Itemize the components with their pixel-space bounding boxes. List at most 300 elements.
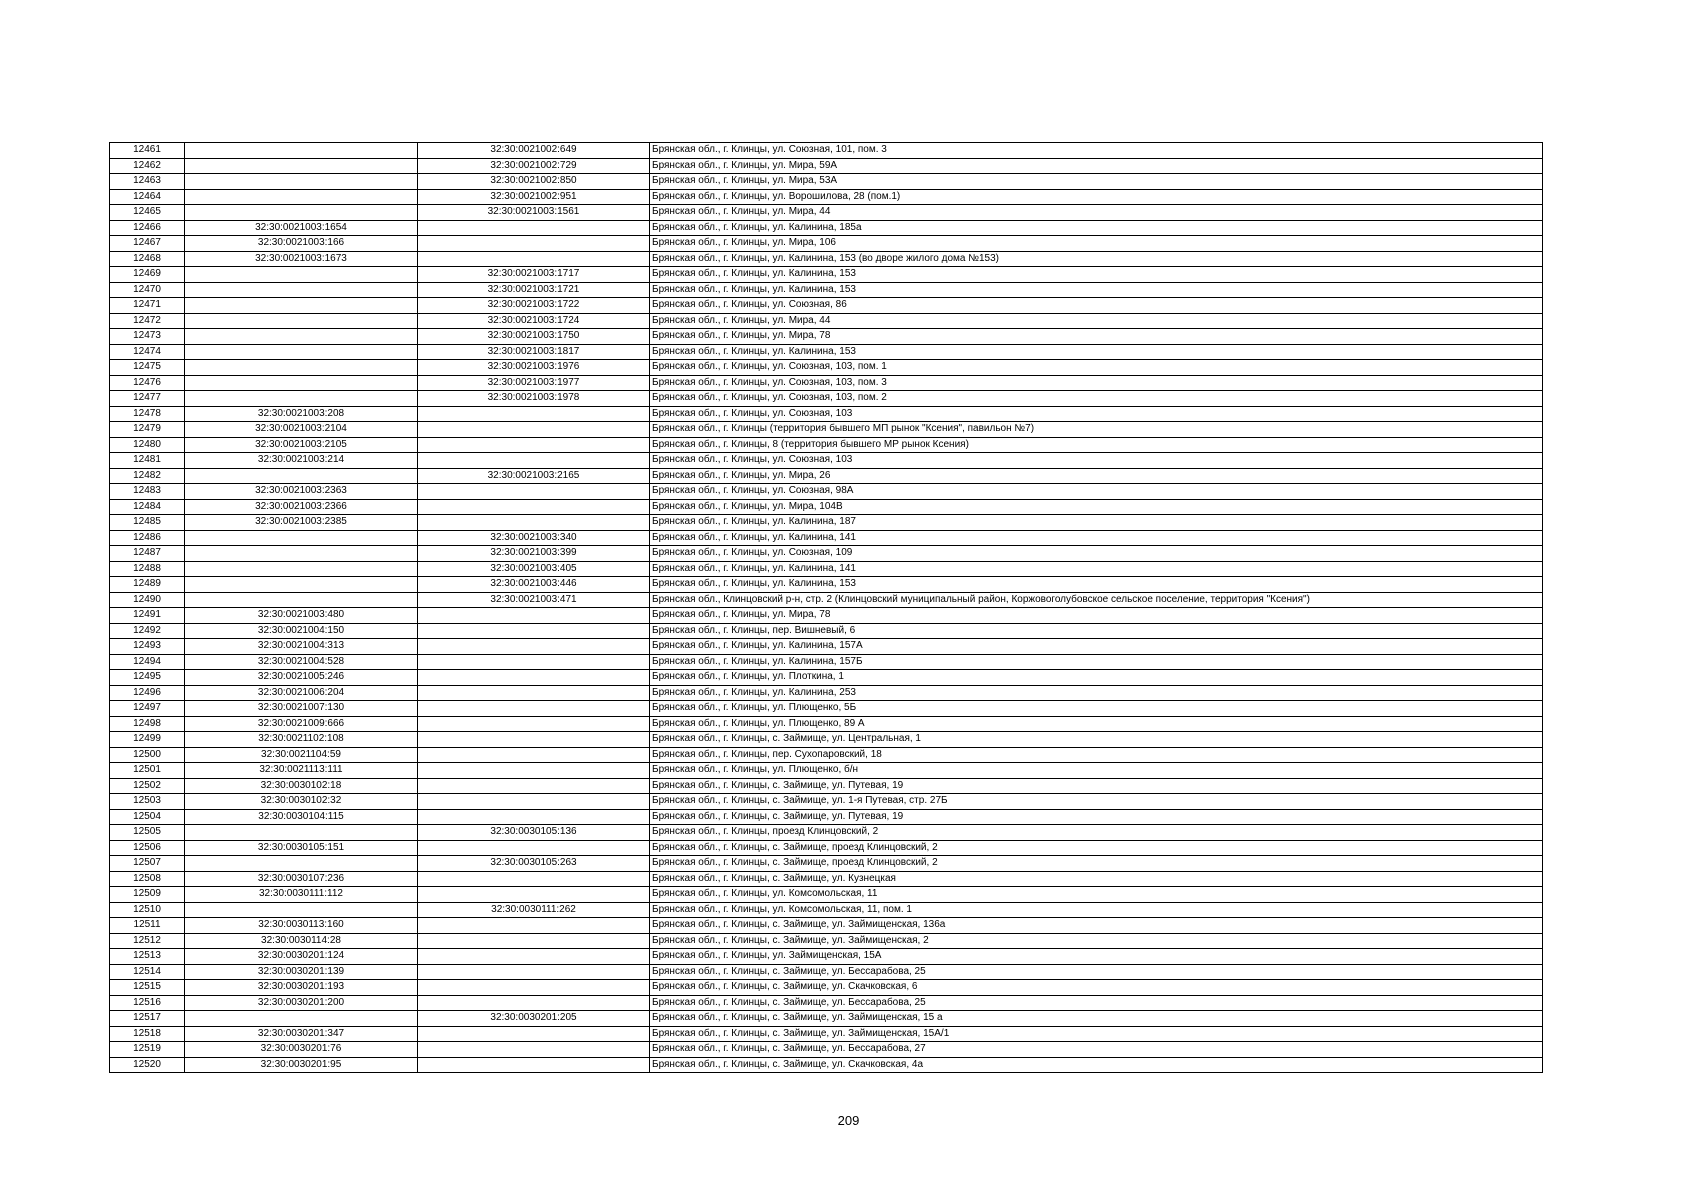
registry-table — [109, 142, 1543, 1073]
table-row — [110, 205, 1543, 221]
building-cadastral-number-cell — [418, 484, 650, 500]
row-number-cell: 12479 — [110, 422, 185, 438]
land-cadastral-number-cell: 32:30:0030102:18 — [185, 778, 418, 794]
row-number-cell: 12468 — [110, 251, 185, 267]
row-number-cell: 12502 — [110, 778, 185, 794]
address-cell: Брянская обл., г. Клинцы, с. Займище, ул. Путевая, 19 — [650, 809, 1543, 825]
table-row — [110, 592, 1543, 608]
address-cell: Брянская обл., г. Клинцы, с. Займище, проезд Клинцовский, 2 — [650, 856, 1543, 872]
address-cell: Брянская обл., г. Клинцы, 8 (территория бывшего МР рынок Ксения) — [650, 437, 1543, 453]
row-number-cell: 12475 — [110, 360, 185, 376]
row-number-cell: 12471 — [110, 298, 185, 314]
table-row — [110, 623, 1543, 639]
address-cell: Брянская обл., г. Клинцы, ул. Плющенко, 5Б — [650, 701, 1543, 717]
building-cadastral-number-cell — [418, 949, 650, 965]
land-cadastral-number-cell: 32:30:0021003:166 — [185, 236, 418, 252]
address-cell: Брянская обл., г. Клинцы, ул. Калинина, 153 — [650, 577, 1543, 593]
table-row — [110, 794, 1543, 810]
address-cell: Брянская обл., г. Клинцы, ул. Калинина, 153 — [650, 267, 1543, 283]
address-cell: Брянская обл., г. Клинцы, ул. Мира, 44 — [650, 205, 1543, 221]
row-number-cell: 12498 — [110, 716, 185, 732]
table-row — [110, 298, 1543, 314]
building-cadastral-number-cell — [418, 716, 650, 732]
land-cadastral-number-cell — [185, 592, 418, 608]
address-cell: Брянская обл., г. Клинцы, ул. Союзная, 103, пом. 3 — [650, 375, 1543, 391]
building-cadastral-number-cell — [418, 1026, 650, 1042]
land-cadastral-number-cell — [185, 577, 418, 593]
land-cadastral-number-cell: 32:30:0030113:160 — [185, 918, 418, 934]
building-cadastral-number-cell — [418, 251, 650, 267]
land-cadastral-number-cell — [185, 391, 418, 407]
address-cell: Брянская обл., г. Клинцы, с. Займище, ул. Займищенская, 15А/1 — [650, 1026, 1543, 1042]
table-row — [110, 189, 1543, 205]
address-cell: Брянская обл., г. Клинцы, ул. Мира, 104В — [650, 499, 1543, 515]
land-cadastral-number-cell — [185, 344, 418, 360]
table-row — [110, 902, 1543, 918]
table-row — [110, 933, 1543, 949]
building-cadastral-number-cell: 32:30:0021003:1722 — [418, 298, 650, 314]
table-row — [110, 220, 1543, 236]
land-cadastral-number-cell — [185, 1011, 418, 1027]
building-cadastral-number-cell: 32:30:0021003:1724 — [418, 313, 650, 329]
land-cadastral-number-cell: 32:30:0021003:480 — [185, 608, 418, 624]
building-cadastral-number-cell: 32:30:0021003:1977 — [418, 375, 650, 391]
land-cadastral-number-cell — [185, 313, 418, 329]
land-cadastral-number-cell — [185, 546, 418, 562]
building-cadastral-number-cell: 32:30:0021003:446 — [418, 577, 650, 593]
row-number-cell: 12463 — [110, 174, 185, 190]
row-number-cell: 12469 — [110, 267, 185, 283]
building-cadastral-number-cell — [418, 654, 650, 670]
row-number-cell: 12480 — [110, 437, 185, 453]
address-cell: Брянская обл., г. Клинцы, ул. Комсомольская, 11, пом. 1 — [650, 902, 1543, 918]
address-cell: Брянская обл., г. Клинцы, ул. Калинина, 141 — [650, 561, 1543, 577]
table-row — [110, 809, 1543, 825]
table-row — [110, 561, 1543, 577]
table-row — [110, 980, 1543, 996]
address-cell: Брянская обл., г. Клинцы, проезд Клинцовский, 2 — [650, 825, 1543, 841]
building-cadastral-number-cell: 32:30:0021002:951 — [418, 189, 650, 205]
building-cadastral-number-cell — [418, 437, 650, 453]
table-row — [110, 174, 1543, 190]
row-number-cell: 12494 — [110, 654, 185, 670]
building-cadastral-number-cell — [418, 220, 650, 236]
building-cadastral-number-cell: 32:30:0021003:1561 — [418, 205, 650, 221]
building-cadastral-number-cell — [418, 871, 650, 887]
building-cadastral-number-cell — [418, 995, 650, 1011]
land-cadastral-number-cell: 32:30:0021003:1654 — [185, 220, 418, 236]
table-row — [110, 1057, 1543, 1073]
building-cadastral-number-cell — [418, 747, 650, 763]
address-cell: Брянская обл., г. Клинцы, ул. Мира, 106 — [650, 236, 1543, 252]
building-cadastral-number-cell: 32:30:0021003:1750 — [418, 329, 650, 345]
building-cadastral-number-cell — [418, 763, 650, 779]
building-cadastral-number-cell — [418, 422, 650, 438]
land-cadastral-number-cell: 32:30:0021003:208 — [185, 406, 418, 422]
land-cadastral-number-cell — [185, 825, 418, 841]
row-number-cell: 12484 — [110, 499, 185, 515]
row-number-cell: 12514 — [110, 964, 185, 980]
row-number-cell: 12518 — [110, 1026, 185, 1042]
building-cadastral-number-cell: 32:30:0021003:2165 — [418, 468, 650, 484]
land-cadastral-number-cell — [185, 561, 418, 577]
row-number-cell: 12510 — [110, 902, 185, 918]
row-number-cell: 12505 — [110, 825, 185, 841]
row-number-cell: 12464 — [110, 189, 185, 205]
land-cadastral-number-cell — [185, 360, 418, 376]
address-cell: Брянская обл., г. Клинцы (территория бывшего МП рынок "Ксения", павильон №7) — [650, 422, 1543, 438]
building-cadastral-number-cell — [418, 778, 650, 794]
table-row — [110, 701, 1543, 717]
row-number-cell: 12474 — [110, 344, 185, 360]
land-cadastral-number-cell: 32:30:0030201:124 — [185, 949, 418, 965]
land-cadastral-number-cell: 32:30:0030105:151 — [185, 840, 418, 856]
land-cadastral-number-cell: 32:30:0030102:32 — [185, 794, 418, 810]
table-row — [110, 763, 1543, 779]
address-cell: Брянская обл., г. Клинцы, пер. Сухопаровский, 18 — [650, 747, 1543, 763]
row-number-cell: 12509 — [110, 887, 185, 903]
building-cadastral-number-cell — [418, 980, 650, 996]
building-cadastral-number-cell — [418, 809, 650, 825]
land-cadastral-number-cell — [185, 329, 418, 345]
table-row — [110, 918, 1543, 934]
row-number-cell: 12501 — [110, 763, 185, 779]
row-number-cell: 12500 — [110, 747, 185, 763]
table-row — [110, 546, 1543, 562]
row-number-cell: 12476 — [110, 375, 185, 391]
building-cadastral-number-cell: 32:30:0021003:399 — [418, 546, 650, 562]
building-cadastral-number-cell: 32:30:0021003:405 — [418, 561, 650, 577]
row-number-cell: 12515 — [110, 980, 185, 996]
building-cadastral-number-cell — [418, 887, 650, 903]
row-number-cell: 12496 — [110, 685, 185, 701]
address-cell: Брянская обл., г. Клинцы, ул. Плющенко, б/н — [650, 763, 1543, 779]
land-cadastral-number-cell — [185, 267, 418, 283]
address-cell: Брянская обл., г. Клинцы, ул. Калинина, 153 — [650, 344, 1543, 360]
row-number-cell: 12497 — [110, 701, 185, 717]
row-number-cell: 12482 — [110, 468, 185, 484]
table-row — [110, 964, 1543, 980]
land-cadastral-number-cell: 32:30:0030201:76 — [185, 1042, 418, 1058]
land-cadastral-number-cell: 32:30:0021104:59 — [185, 747, 418, 763]
address-cell: Брянская обл., г. Клинцы, ул. Мира, 78 — [650, 329, 1543, 345]
building-cadastral-number-cell — [418, 639, 650, 655]
address-cell: Брянская обл., г. Клинцы, ул. Калинина, 157А — [650, 639, 1543, 655]
land-cadastral-number-cell: 32:30:0030201:347 — [185, 1026, 418, 1042]
table-row — [110, 344, 1543, 360]
table-row — [110, 251, 1543, 267]
row-number-cell: 12520 — [110, 1057, 185, 1073]
table-row — [110, 732, 1543, 748]
building-cadastral-number-cell: 32:30:0021003:471 — [418, 592, 650, 608]
row-number-cell: 12493 — [110, 639, 185, 655]
land-cadastral-number-cell — [185, 902, 418, 918]
building-cadastral-number-cell: 32:30:0021002:649 — [418, 143, 650, 159]
land-cadastral-number-cell: 32:30:0030201:95 — [185, 1057, 418, 1073]
address-cell: Брянская обл., г. Клинцы, ул. Союзная, 86 — [650, 298, 1543, 314]
row-number-cell: 12489 — [110, 577, 185, 593]
table-row — [110, 778, 1543, 794]
building-cadastral-number-cell — [418, 918, 650, 934]
row-number-cell: 12465 — [110, 205, 185, 221]
table-row — [110, 515, 1543, 531]
building-cadastral-number-cell — [418, 499, 650, 515]
building-cadastral-number-cell: 32:30:0021003:340 — [418, 530, 650, 546]
row-number-cell: 12466 — [110, 220, 185, 236]
building-cadastral-number-cell: 32:30:0030105:263 — [418, 856, 650, 872]
address-cell: Брянская обл., г. Клинцы, ул. Калинина, 153 — [650, 282, 1543, 298]
address-cell: Брянская обл., г. Клинцы, ул. Калинина, 253 — [650, 685, 1543, 701]
land-cadastral-number-cell — [185, 205, 418, 221]
table-row — [110, 437, 1543, 453]
land-cadastral-number-cell: 32:30:0021003:1673 — [185, 251, 418, 267]
table-row — [110, 143, 1543, 159]
table-row — [110, 499, 1543, 515]
building-cadastral-number-cell — [418, 933, 650, 949]
land-cadastral-number-cell: 32:30:0021006:204 — [185, 685, 418, 701]
address-cell: Брянская обл., г. Клинцы, ул. Плющенко, 89 А — [650, 716, 1543, 732]
building-cadastral-number-cell — [418, 515, 650, 531]
address-cell: Брянская обл., г. Клинцы, с. Займище, ул. Скачковская, 4а — [650, 1057, 1543, 1073]
row-number-cell: 12490 — [110, 592, 185, 608]
address-cell: Брянская обл., г. Клинцы, ул. Калинина, 185а — [650, 220, 1543, 236]
land-cadastral-number-cell: 32:30:0021102:108 — [185, 732, 418, 748]
land-cadastral-number-cell: 32:30:0021113:111 — [185, 763, 418, 779]
land-cadastral-number-cell — [185, 143, 418, 159]
table-row — [110, 685, 1543, 701]
land-cadastral-number-cell: 32:30:0030201:193 — [185, 980, 418, 996]
address-cell: Брянская обл., г. Клинцы, с. Займище, ул. Бессарабова, 27 — [650, 1042, 1543, 1058]
land-cadastral-number-cell: 32:30:0021003:2105 — [185, 437, 418, 453]
table-row — [110, 158, 1543, 174]
land-cadastral-number-cell — [185, 530, 418, 546]
building-cadastral-number-cell — [418, 453, 650, 469]
building-cadastral-number-cell — [418, 670, 650, 686]
row-number-cell: 12512 — [110, 933, 185, 949]
land-cadastral-number-cell: 32:30:0030114:28 — [185, 933, 418, 949]
row-number-cell: 12507 — [110, 856, 185, 872]
table-row — [110, 282, 1543, 298]
row-number-cell: 12508 — [110, 871, 185, 887]
building-cadastral-number-cell: 32:30:0021003:1817 — [418, 344, 650, 360]
row-number-cell: 12467 — [110, 236, 185, 252]
table-row — [110, 747, 1543, 763]
building-cadastral-number-cell: 32:30:0021003:1976 — [418, 360, 650, 376]
table-row — [110, 654, 1543, 670]
table-row — [110, 422, 1543, 438]
table-row — [110, 468, 1543, 484]
row-number-cell: 12513 — [110, 949, 185, 965]
table-row — [110, 887, 1543, 903]
address-cell: Брянская обл., г. Клинцы, ул. Займищенская, 15А — [650, 949, 1543, 965]
address-cell: Брянская обл., г. Клинцы, ул. Ворошилова, 28 (пом.1) — [650, 189, 1543, 205]
building-cadastral-number-cell — [418, 732, 650, 748]
land-cadastral-number-cell — [185, 375, 418, 391]
page-number: 209 — [837, 1113, 860, 1128]
row-number-cell: 12511 — [110, 918, 185, 934]
row-number-cell: 12478 — [110, 406, 185, 422]
address-cell: Брянская обл., г. Клинцы, ул. Комсомольская, 11 — [650, 887, 1543, 903]
address-cell: Брянская обл., г. Клинцы, с. Займище, ул. Займищенская, 136а — [650, 918, 1543, 934]
row-number-cell: 12461 — [110, 143, 185, 159]
table-row — [110, 856, 1543, 872]
building-cadastral-number-cell: 32:30:0021003:1721 — [418, 282, 650, 298]
row-number-cell: 12472 — [110, 313, 185, 329]
table-row — [110, 453, 1543, 469]
land-cadastral-number-cell: 32:30:0021005:246 — [185, 670, 418, 686]
table-row — [110, 1042, 1543, 1058]
address-cell: Брянская обл., г. Клинцы, ул. Мира, 59А — [650, 158, 1543, 174]
row-number-cell: 12492 — [110, 623, 185, 639]
address-cell: Брянская обл., г. Клинцы, с. Займище, ул. Путевая, 19 — [650, 778, 1543, 794]
land-cadastral-number-cell: 32:30:0021003:2363 — [185, 484, 418, 500]
land-cadastral-number-cell: 32:30:0021004:150 — [185, 623, 418, 639]
land-cadastral-number-cell — [185, 298, 418, 314]
table-row — [110, 267, 1543, 283]
address-cell: Брянская обл., г. Клинцы, с. Займище, ул. Скачковская, 6 — [650, 980, 1543, 996]
table-row — [110, 577, 1543, 593]
land-cadastral-number-cell: 32:30:0030111:112 — [185, 887, 418, 903]
land-cadastral-number-cell: 32:30:0021004:313 — [185, 639, 418, 655]
row-number-cell: 12503 — [110, 794, 185, 810]
building-cadastral-number-cell: 32:30:0021003:1978 — [418, 391, 650, 407]
building-cadastral-number-cell — [418, 1042, 650, 1058]
row-number-cell: 12517 — [110, 1011, 185, 1027]
land-cadastral-number-cell — [185, 174, 418, 190]
address-cell: Брянская обл., г. Клинцы, с. Займище, ул. Центральная, 1 — [650, 732, 1543, 748]
address-cell: Брянская обл., г. Клинцы, ул. Калинина, 157Б — [650, 654, 1543, 670]
row-number-cell: 12487 — [110, 546, 185, 562]
row-number-cell: 12491 — [110, 608, 185, 624]
row-number-cell: 12473 — [110, 329, 185, 345]
building-cadastral-number-cell — [418, 1057, 650, 1073]
row-number-cell: 12462 — [110, 158, 185, 174]
address-cell: Брянская обл., г. Клинцы, с. Займище, ул. Кузнецкая — [650, 871, 1543, 887]
row-number-cell: 12477 — [110, 391, 185, 407]
address-cell: Брянская обл., г. Клинцы, с. Займище, ул. Займищенская, 15 а — [650, 1011, 1543, 1027]
row-number-cell: 12481 — [110, 453, 185, 469]
address-cell: Брянская обл., г. Клинцы, ул. Союзная, 103 — [650, 453, 1543, 469]
building-cadastral-number-cell — [418, 623, 650, 639]
table-row — [110, 375, 1543, 391]
table-row — [110, 949, 1543, 965]
table-row — [110, 360, 1543, 376]
address-cell: Брянская обл., г. Клинцы, ул. Союзная, 109 — [650, 546, 1543, 562]
row-number-cell: 12483 — [110, 484, 185, 500]
table-row — [110, 484, 1543, 500]
address-cell: Брянская обл., г. Клинцы, ул. Союзная, 103 — [650, 406, 1543, 422]
land-cadastral-number-cell: 32:30:0021007:130 — [185, 701, 418, 717]
building-cadastral-number-cell — [418, 840, 650, 856]
row-number-cell: 12499 — [110, 732, 185, 748]
table-row — [110, 1011, 1543, 1027]
building-cadastral-number-cell — [418, 608, 650, 624]
address-cell: Брянская обл., г. Клинцы, пер. Вишневый, 6 — [650, 623, 1543, 639]
address-cell: Брянская обл., г. Клинцы, с. Займище, ул. 1-я Путевая, стр. 27Б — [650, 794, 1543, 810]
address-cell: Брянская обл., г. Клинцы, с. Займище, ул. Бессарабова, 25 — [650, 995, 1543, 1011]
land-cadastral-number-cell — [185, 856, 418, 872]
table-row — [110, 716, 1543, 732]
address-cell: Брянская обл., г. Клинцы, ул. Союзная, 98А — [650, 484, 1543, 500]
address-cell: Брянская обл., г. Клинцы, ул. Союзная, 101, пом. 3 — [650, 143, 1543, 159]
land-cadastral-number-cell: 32:30:0030201:200 — [185, 995, 418, 1011]
address-cell: Брянская обл., г. Клинцы, ул. Калинина, 141 — [650, 530, 1543, 546]
building-cadastral-number-cell: 32:30:0021003:1717 — [418, 267, 650, 283]
address-cell: Брянская обл., г. Клинцы, ул. Мира, 78 — [650, 608, 1543, 624]
building-cadastral-number-cell: 32:30:0021002:850 — [418, 174, 650, 190]
building-cadastral-number-cell — [418, 794, 650, 810]
land-cadastral-number-cell: 32:30:0021003:2104 — [185, 422, 418, 438]
row-number-cell: 12485 — [110, 515, 185, 531]
table-row — [110, 825, 1543, 841]
address-cell: Брянская обл., г. Клинцы, ул. Плоткина, 1 — [650, 670, 1543, 686]
table-row — [110, 670, 1543, 686]
address-cell: Брянская обл., г. Клинцы, ул. Калинина, 187 — [650, 515, 1543, 531]
building-cadastral-number-cell — [418, 685, 650, 701]
row-number-cell: 12488 — [110, 561, 185, 577]
land-cadastral-number-cell — [185, 189, 418, 205]
address-cell: Брянская обл., г. Клинцы, ул. Союзная, 103, пом. 2 — [650, 391, 1543, 407]
land-cadastral-number-cell: 32:30:0021003:2366 — [185, 499, 418, 515]
land-cadastral-number-cell: 32:30:0021009:666 — [185, 716, 418, 732]
land-cadastral-number-cell: 32:30:0021003:2385 — [185, 515, 418, 531]
land-cadastral-number-cell: 32:30:0030104:115 — [185, 809, 418, 825]
building-cadastral-number-cell: 32:30:0030201:205 — [418, 1011, 650, 1027]
address-cell: Брянская обл., г. Клинцы, ул. Мира, 44 — [650, 313, 1543, 329]
table-row — [110, 530, 1543, 546]
land-cadastral-number-cell: 32:30:0021003:214 — [185, 453, 418, 469]
land-cadastral-number-cell — [185, 158, 418, 174]
registry-table-body — [110, 143, 1543, 1073]
building-cadastral-number-cell — [418, 964, 650, 980]
address-cell: Брянская обл., г. Клинцы, с. Займище, ул. Бессарабова, 25 — [650, 964, 1543, 980]
building-cadastral-number-cell — [418, 406, 650, 422]
land-cadastral-number-cell — [185, 468, 418, 484]
table-row — [110, 639, 1543, 655]
building-cadastral-number-cell — [418, 236, 650, 252]
building-cadastral-number-cell: 32:30:0030111:262 — [418, 902, 650, 918]
land-cadastral-number-cell: 32:30:0030201:139 — [185, 964, 418, 980]
address-cell: Брянская обл., г. Клинцы, с. Займище, ул. Займищенская, 2 — [650, 933, 1543, 949]
row-number-cell: 12486 — [110, 530, 185, 546]
row-number-cell: 12516 — [110, 995, 185, 1011]
land-cadastral-number-cell: 32:30:0021004:528 — [185, 654, 418, 670]
land-cadastral-number-cell — [185, 282, 418, 298]
address-cell: Брянская обл., г. Клинцы, с. Займище, проезд Клинцовский, 2 — [650, 840, 1543, 856]
table-row — [110, 995, 1543, 1011]
table-row — [110, 329, 1543, 345]
row-number-cell: 12504 — [110, 809, 185, 825]
building-cadastral-number-cell: 32:30:0030105:136 — [418, 825, 650, 841]
row-number-cell: 12506 — [110, 840, 185, 856]
table-row — [110, 391, 1543, 407]
building-cadastral-number-cell — [418, 701, 650, 717]
address-cell: Брянская обл., г. Клинцы, ул. Калинина, 153 (во дворе жилого дома №153) — [650, 251, 1543, 267]
building-cadastral-number-cell: 32:30:0021002:729 — [418, 158, 650, 174]
address-cell: Брянская обл., Клинцовский р-н, стр. 2 (Клинцовский муниципальный район, Коржовоголубовское сельское поселение, территория "Ксения") — [650, 592, 1543, 608]
address-cell: Брянская обл., г. Клинцы, ул. Мира, 26 — [650, 468, 1543, 484]
land-cadastral-number-cell: 32:30:0030107:236 — [185, 871, 418, 887]
table-row — [110, 313, 1543, 329]
table-row — [110, 236, 1543, 252]
table-row — [110, 406, 1543, 422]
table-row — [110, 871, 1543, 887]
table-row — [110, 608, 1543, 624]
row-number-cell: 12470 — [110, 282, 185, 298]
table-row — [110, 840, 1543, 856]
table-row — [110, 1026, 1543, 1042]
address-cell: Брянская обл., г. Клинцы, ул. Мира, 53А — [650, 174, 1543, 190]
